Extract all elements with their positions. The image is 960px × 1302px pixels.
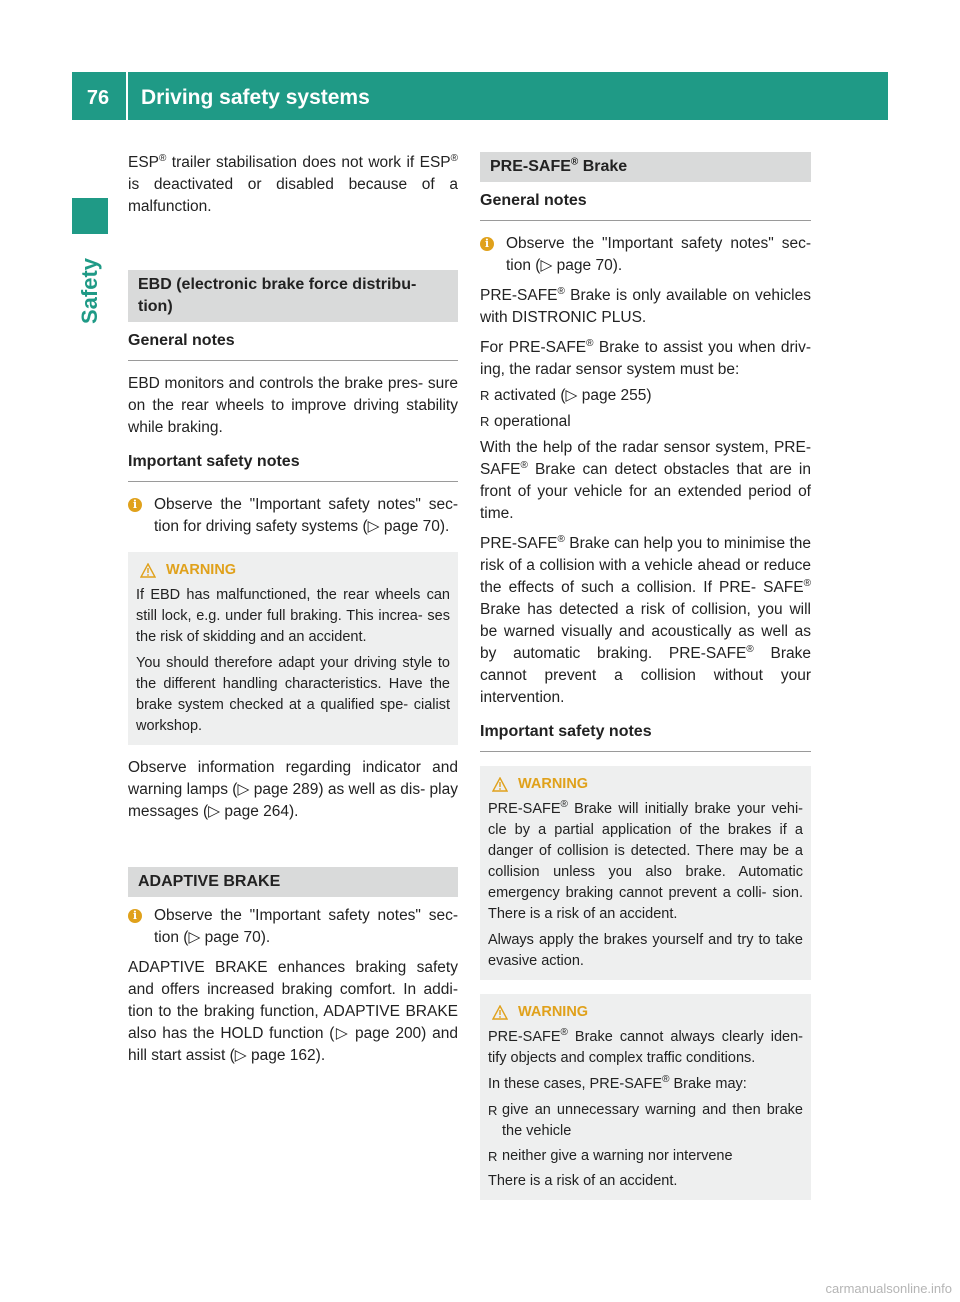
ebd-safety-heading: Important safety notes	[128, 451, 458, 482]
pre-safe-help-text: With the help of the radar sensor system, PRE-SAFE® Brake can detect obstacles that are in front of your vehicle for an extended period of time.	[480, 439, 811, 522]
ebd-general-text: EBD monitors and controls the brake pres- sure on the rear wheels to improve driving stability while braking.	[128, 375, 458, 436]
warning-title: WARNING	[488, 1002, 803, 1023]
bullet-marker: R	[480, 388, 490, 403]
pre-safe-warning2-p2: In these cases, PRE-SAFE® Brake may:	[488, 1074, 747, 1092]
chapter-title: Driving safety systems	[141, 86, 370, 109]
section-ebd: EBD (electronic brake force distribu- tion)	[128, 270, 458, 322]
pre-safe-info	[480, 233, 811, 277]
info-icon: i	[480, 237, 494, 251]
pre-safe-warning2-p3: There is a risk of an accident.	[488, 1173, 678, 1189]
section-pre-safe-brake: PRE-SAFE® Brake	[480, 152, 811, 182]
pre-safe-warning-box-2	[480, 994, 811, 1200]
warning-triangle-icon	[140, 563, 156, 578]
bullet-item: R neither give a warning nor intervene	[488, 1146, 803, 1167]
ebd-warning-p1: If EBD has malfunctioned, the rear wheels can still lock, e.g. under full braking. This increa- ses the risk of skidding and an accident.	[136, 587, 450, 645]
watermark: carmanualsonline.info	[825, 1281, 952, 1296]
side-tab-label: Safety	[77, 257, 103, 325]
ebd-info-text: Observe the "Important safety notes" sec- tion for driving safety systems (▷ page 70).	[154, 496, 458, 535]
side-tab-block	[72, 198, 108, 234]
pre-safe-for-text: For PRE-SAFE® Brake to assist you when driv- ing, the radar sensor system must be:	[480, 337, 812, 378]
warning-title: WARNING	[136, 560, 450, 581]
pre-safe-only-text: PRE-SAFE® Brake is only available on vehicles with DISTRONIC PLUS.	[480, 285, 811, 326]
warning-title: WARNING	[488, 774, 803, 795]
warning-triangle-icon	[492, 1005, 508, 1020]
bullet-marker: R	[480, 414, 490, 429]
adaptive-text: ADAPTIVE BRAKE enhances braking safety and offers increased braking comfort. In addi- tion to the braking function, ADAPTIVE BRAKE also has the HOLD function (▷ page 200) and hill start assist (▷ page 162).	[128, 959, 458, 1064]
info-icon: i	[128, 498, 142, 512]
pre-safe-minimise-text: PRE-SAFE® Brake can help you to minimise the risk of a collision with a vehicle ahead or reduce the effects of such a collision. If PRE- SAFE® Brake has detected a risk of collision, you will be warned visually and acoustically as well as by automatic braking. PRE-SAFE® Brake cannot prevent a collision without your intervention.	[480, 533, 811, 706]
right-column	[480, 152, 811, 1212]
ebd-observe-text: Observe information regarding indicator and warning lamps (▷ page 289) as well as dis- play messages (▷ page 264).	[128, 759, 458, 820]
ebd-info	[128, 494, 458, 538]
pre-safe-safety-heading: Important safety notes	[480, 721, 811, 752]
info-icon: i	[128, 909, 142, 923]
bullet-marker: R	[488, 1103, 498, 1118]
page-number: 76	[86, 87, 110, 109]
ebd-general-heading: General notes	[128, 330, 458, 361]
header-divider	[126, 72, 128, 120]
pre-safe-info-text: Observe the "Important safety notes" sec- tion (▷ page 70).	[506, 235, 811, 274]
pre-safe-warning2-p1: PRE-SAFE® Brake cannot always clearly iden- tify objects and complex traffic conditions.	[488, 1027, 803, 1066]
bullet-item: R give an unnecessary warning and then brake the vehicle	[488, 1100, 803, 1142]
pre-safe-warning-box-1	[480, 766, 811, 980]
side-tab	[72, 250, 108, 332]
esp-intro: ESP® trailer stabilisation does not work if ESP® is deactivated or disabled because of a malfunction.	[128, 152, 458, 215]
section-adaptive-brake: ADAPTIVE BRAKE	[128, 867, 458, 897]
left-column	[128, 152, 458, 1075]
warning-triangle-icon	[492, 777, 508, 792]
ebd-warning-p2: You should therefore adapt your driving style to the different handling characteristics. Have the brake system checked at a qualified spe- cialist workshop.	[136, 655, 450, 734]
adaptive-info-text: Observe the "Important safety notes" sec- tion (▷ page 70).	[154, 907, 458, 946]
adaptive-info	[128, 905, 458, 949]
ebd-warning-box	[128, 552, 458, 745]
pre-safe-warning1-p1: PRE-SAFE® Brake will initially brake your vehi- cle by a partial application of the brakes if a danger of collision is detected. There may be a collision unless you also brake. Automatic emergency braking cannot prevent a colli- sion. There is a risk of an accident.	[488, 799, 803, 922]
bullet-item: R operational	[480, 411, 811, 433]
pre-safe-general-heading: General notes	[480, 190, 811, 221]
bullet-item: R activated (▷ page 255)	[480, 385, 811, 407]
bullet-marker: R	[488, 1149, 498, 1164]
pre-safe-warning1-p2: Always apply the brakes yourself and try to take evasive action.	[488, 932, 803, 969]
